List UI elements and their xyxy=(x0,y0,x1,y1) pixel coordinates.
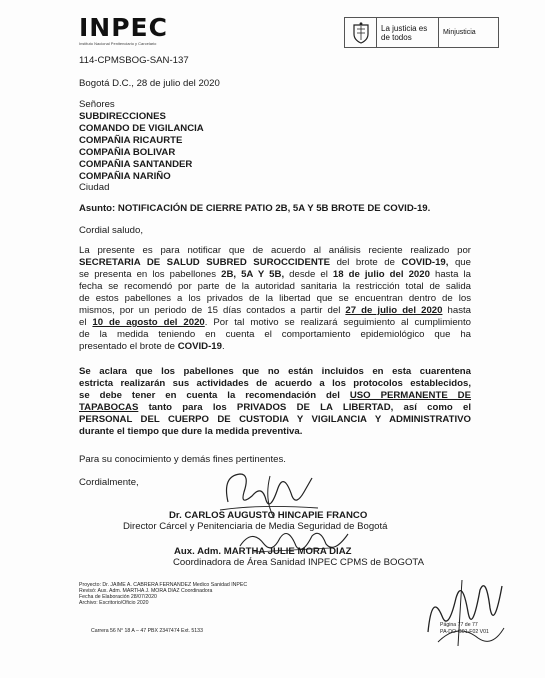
subject-text: NOTIFICACIÓN DE CIERRE PATIO 2B, 5A Y 5B BROTE DE COVID-19. xyxy=(117,203,431,214)
paragraph-line: estricta realizarán sus actividades de acuerdo a los protocolos establecidos, xyxy=(79,378,471,389)
drafting-line: Proyecto: Dr. JAIME A. CABRERA FERNANDEZ Medico Sanidad INPEC xyxy=(79,582,248,588)
logo-text: INPEC xyxy=(79,13,168,42)
coat-of-arms-icon xyxy=(345,18,377,47)
text-fragment: . xyxy=(221,341,225,352)
signer2-title: Coordinadora de Área Sanidad INPEC CPMS de BOGOTA xyxy=(173,557,424,568)
covid-term: COVID-19, xyxy=(401,257,449,268)
recipient: COMPAÑIA RICAURTE xyxy=(79,135,183,146)
paragraph-clarification xyxy=(79,366,471,438)
footer-address: Carrera 56 N° 18 A – 47 PBX 2347474 Ext. 5133 xyxy=(91,628,203,634)
paragraph-line: durante el tiempo que dure la medida preventiva. xyxy=(79,426,303,437)
logo-subtitle: Instituto Nacional Penitenciario y Carcelario xyxy=(79,41,157,46)
signer2-name: Aux. Adm. MARTHA JULIE MORA DIAZ xyxy=(174,546,352,557)
text-fragment: el xyxy=(79,317,93,328)
paragraph-line: Se aclara que los pabellones que no están incluidos en esta cuarentena xyxy=(79,366,471,377)
recipient: COMANDO DE VIGILANCIA xyxy=(79,123,204,134)
gov-ministry: Minjusticia xyxy=(443,29,476,36)
paragraph-line xyxy=(79,269,471,281)
reference-number: 114-CPMSBOG-SAN-137 xyxy=(79,55,189,66)
signer1-name: Dr. CARLOS AUGUSTO HINCAPIE FRANCO xyxy=(169,510,368,521)
paragraph-line xyxy=(79,257,471,269)
start-date: 18 de julio del 2020 xyxy=(332,269,430,280)
paragraph-line: La presente es para notificar que de acuerdo al análisis reciente realizado por xyxy=(79,245,471,256)
quarantine-start-date: 27 de julio del 2020 xyxy=(345,305,443,316)
text-fragment: . Por tal motivo se realizará seguimiento al cumplimiento xyxy=(204,317,471,328)
closing-line: Para su conocimiento y demás fines pertinentes. xyxy=(79,454,286,465)
recipient: COMPAÑIA SANTANDER xyxy=(79,159,193,170)
signer1-title: Director Cárcel y Penitenciaria de Media Seguridad de Bogotá xyxy=(123,521,388,532)
page-number: Página 77 de 77 xyxy=(440,622,478,628)
text-fragment: tanto para los PRIVADOS DE LA LIBERTAD, así como el xyxy=(138,402,471,413)
government-banner xyxy=(344,17,499,48)
paragraph-line xyxy=(79,402,471,414)
covid-term: COVID-19 xyxy=(177,341,222,352)
paragraph-notification xyxy=(79,245,471,353)
mask-requirement: TAPABOCAS xyxy=(79,402,139,413)
text-fragment: mismos, por un periodo de 15 días contados a partir del xyxy=(79,305,346,316)
drafting-line: Revisó: Aux. Adm. MARTHA J. MORA DIAZ Coordinadora xyxy=(79,588,213,594)
city: Ciudad xyxy=(79,182,110,193)
health-authority: SECRETARIA DE SALUD SUBRED SUROCCIDENTE xyxy=(79,257,331,268)
recipient: COMPAÑIA BOLIVAR xyxy=(79,147,176,158)
paragraph-line: fecha se recomendó por parte de la autoridad sanitaria la restricción total de salida xyxy=(79,281,471,292)
paragraph-line xyxy=(79,341,471,353)
inpec-logo xyxy=(79,14,168,46)
paragraph-line: de la medida teniendo en cuenta el comportamiento epidemiológico que ha xyxy=(79,329,471,340)
drafting-line: Archivo: Escritorio/Oficio 2020 xyxy=(79,600,149,606)
text-fragment: que xyxy=(448,257,471,268)
text-fragment: se debe tener en cuenta la recomendación del xyxy=(79,390,350,401)
text-fragment: del brote de xyxy=(330,257,402,268)
text-fragment: se presenta en los pabellones xyxy=(79,269,222,280)
closing: Cordialmente, xyxy=(79,477,139,488)
greeting: Cordial saludo, xyxy=(79,225,143,236)
gov-motto: La justicia es de todos xyxy=(377,18,439,47)
text-fragment: hasta la xyxy=(429,269,471,280)
mask-requirement: USO PERMANENTE DE xyxy=(349,390,471,401)
text-fragment: hasta xyxy=(442,305,472,316)
paragraph-line: PERSONAL DEL CUERPO DE CUSTODIA Y VIGILANCIA Y ADMINISTRATIVO xyxy=(79,414,471,425)
paragraph-line xyxy=(79,317,471,329)
subject-label: Asunto: xyxy=(79,203,116,214)
subject-line xyxy=(79,203,430,214)
quarantine-end-date: 10 de agosto del 2020 xyxy=(92,317,205,328)
recipient: SUBDIRECCIONES xyxy=(79,111,166,122)
paragraph-line: de estos pabellones a los privados de la libertad que se encuentran dentro de los xyxy=(79,293,471,304)
recipient: COMPAÑIA NARIÑO xyxy=(79,171,171,182)
margin-signature xyxy=(418,572,513,652)
paragraph-line xyxy=(79,390,471,402)
pavilions: 2B, 5A Y 5B, xyxy=(221,269,285,280)
form-code: PA-DO-G01-F02 V01 xyxy=(440,629,489,635)
drafting-line: Fecha de Elaboración 28/07/2020 xyxy=(79,594,157,600)
paragraph-line xyxy=(79,305,471,317)
text-fragment: presentado el brote de xyxy=(79,341,178,352)
date-line: Bogotá D.C., 28 de julio del 2020 xyxy=(79,78,220,89)
text-fragment: desde el xyxy=(284,269,333,280)
salutation-to: Señores xyxy=(79,99,115,110)
